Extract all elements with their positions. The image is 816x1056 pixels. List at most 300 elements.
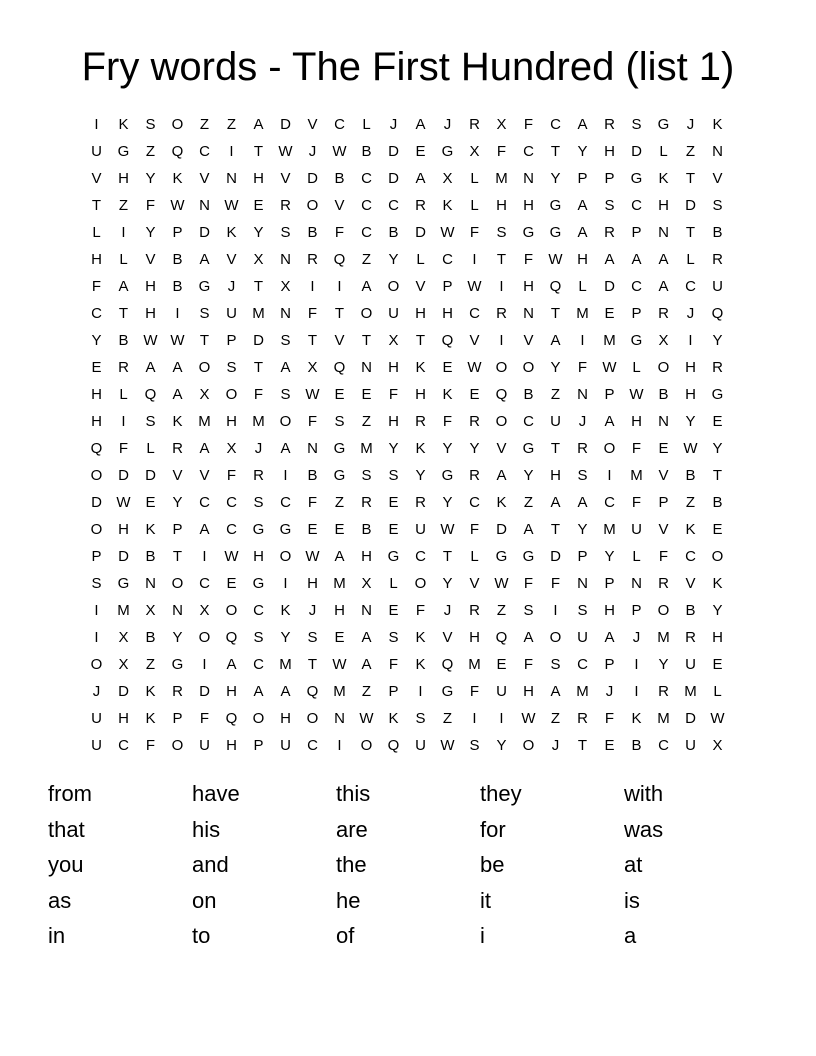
- grid-letter: T: [199, 332, 210, 349]
- grid-letter: Y: [577, 521, 588, 538]
- grid-letter: V: [415, 278, 426, 295]
- grid-letter: R: [415, 494, 426, 511]
- grid-letter: C: [604, 494, 615, 511]
- grid-letter: A: [415, 116, 426, 133]
- grid-letter: J: [308, 602, 317, 619]
- grid-letter: R: [307, 251, 318, 268]
- grid-letter: D: [118, 548, 129, 565]
- grid-letter: Z: [361, 251, 372, 268]
- grid-letter: C: [442, 251, 453, 268]
- grid-letter: Q: [495, 629, 508, 646]
- grid-letter: X: [307, 359, 318, 376]
- grid-letter: Z: [685, 494, 696, 511]
- grid-letter: Q: [441, 656, 454, 673]
- word-list-item: to: [192, 923, 211, 948]
- grid-letter: A: [523, 521, 534, 538]
- grid-letter: G: [117, 143, 130, 160]
- grid-letter: G: [522, 548, 535, 565]
- grid-letter: N: [307, 440, 318, 457]
- grid-letter: S: [145, 116, 156, 133]
- word-list-item: i: [480, 923, 485, 948]
- grid-letter: O: [495, 359, 508, 376]
- grid-letter: V: [658, 467, 669, 484]
- grid-letter: N: [631, 575, 642, 592]
- word-list-item: it: [480, 887, 491, 913]
- word-list: [48, 776, 768, 954]
- grid-letter: U: [496, 683, 507, 700]
- grid-letter: H: [226, 683, 237, 700]
- grid-letter: T: [712, 467, 723, 484]
- grid-letter: F: [469, 683, 480, 700]
- grid-letter: O: [225, 386, 238, 403]
- grid-letter: O: [90, 467, 103, 484]
- word-list-item: his: [192, 816, 221, 842]
- grid-letter: H: [469, 629, 480, 646]
- grid-letter: W: [548, 251, 563, 268]
- grid-letter: C: [685, 548, 696, 565]
- grid-letter: A: [523, 629, 534, 646]
- grid-letter: W: [332, 143, 347, 160]
- grid-letter: E: [658, 440, 669, 457]
- grid-letter: F: [658, 548, 669, 565]
- grid-letter: A: [604, 629, 615, 646]
- grid-letter: C: [199, 143, 210, 160]
- grid-letter: B: [307, 224, 318, 241]
- grid-letter: P: [631, 602, 642, 619]
- grid-letter: D: [307, 170, 318, 187]
- grid-letter: X: [388, 332, 399, 349]
- grid-letter: X: [280, 278, 291, 295]
- grid-letter: W: [278, 143, 293, 160]
- grid-letter: C: [253, 602, 264, 619]
- grid-letter: Q: [495, 386, 508, 403]
- grid-letter: A: [415, 170, 426, 187]
- grid-letter: X: [658, 332, 669, 349]
- word-list-item: from: [48, 781, 92, 806]
- grid-letter: P: [172, 521, 183, 538]
- grid-letter: M: [684, 683, 697, 700]
- grid-letter: P: [226, 332, 237, 349]
- grid-letter: R: [361, 494, 372, 511]
- grid-letter: J: [686, 116, 695, 133]
- grid-letter: G: [387, 548, 400, 565]
- grid-letter: C: [226, 494, 237, 511]
- grid-letter: Q: [387, 737, 400, 754]
- grid-letter: X: [469, 143, 480, 160]
- grid-letter: D: [685, 197, 696, 214]
- grid-letter: G: [279, 521, 292, 538]
- grid-letter: G: [252, 521, 265, 538]
- grid-letter: F: [631, 494, 642, 511]
- grid-letter: I: [337, 737, 342, 754]
- grid-letter: U: [199, 737, 210, 754]
- grid-letter: T: [253, 143, 264, 160]
- grid-letter: A: [226, 656, 237, 673]
- grid-letter: O: [306, 710, 319, 727]
- grid-letter: B: [658, 386, 669, 403]
- grid-letter: S: [145, 413, 156, 430]
- grid-letter: G: [117, 575, 130, 592]
- word-list-item: as: [48, 887, 72, 913]
- grid-letter: L: [470, 548, 479, 565]
- grid-letter: I: [121, 413, 126, 430]
- grid-letter: O: [198, 629, 211, 646]
- grid-letter: L: [659, 143, 668, 160]
- grid-letter: F: [307, 413, 318, 430]
- grid-letter: V: [469, 575, 480, 592]
- grid-letter: U: [577, 629, 588, 646]
- grid-letter: C: [523, 143, 534, 160]
- grid-letter: D: [253, 332, 264, 349]
- grid-letter: S: [523, 602, 534, 619]
- grid-letter: G: [441, 683, 454, 700]
- grid-letter: B: [145, 629, 156, 646]
- grid-letter: X: [118, 656, 129, 673]
- word-list-item: at: [624, 852, 643, 877]
- grid-letter: M: [468, 656, 481, 673]
- grid-letter: F: [118, 440, 129, 457]
- grid-letter: H: [226, 737, 237, 754]
- grid-letter: H: [253, 170, 264, 187]
- grid-letter: C: [577, 656, 588, 673]
- grid-letter: M: [333, 683, 346, 700]
- grid-letter: H: [361, 548, 372, 565]
- word-list-item: be: [480, 852, 505, 877]
- grid-letter: P: [172, 710, 183, 727]
- grid-letter: I: [229, 143, 234, 160]
- grid-letter: S: [604, 197, 615, 214]
- grid-letter: N: [280, 305, 291, 322]
- grid-letter: G: [711, 386, 724, 403]
- grid-letter: T: [496, 251, 507, 268]
- grid-letter: B: [307, 467, 318, 484]
- grid-letter: Y: [712, 440, 723, 457]
- grid-letter: K: [712, 116, 723, 133]
- grid-letter: O: [360, 305, 373, 322]
- grid-letter: O: [522, 737, 535, 754]
- grid-letter: F: [307, 494, 318, 511]
- grid-letter: C: [361, 224, 372, 241]
- grid-letter: A: [199, 521, 210, 538]
- grid-letter: F: [496, 143, 507, 160]
- grid-letter: F: [523, 116, 534, 133]
- grid-letter: C: [361, 197, 372, 214]
- grid-letter: T: [307, 332, 318, 349]
- grid-letter: M: [252, 305, 265, 322]
- grid-letter: I: [94, 602, 99, 619]
- grid-letter: I: [634, 656, 639, 673]
- grid-letter: A: [118, 278, 129, 295]
- grid-letter: W: [143, 332, 158, 349]
- grid-letter: M: [495, 170, 508, 187]
- word-list-item: on: [192, 887, 217, 913]
- grid-letter: C: [118, 737, 129, 754]
- grid-letter: E: [145, 494, 156, 511]
- grid-letter: S: [253, 629, 264, 646]
- grid-letter: A: [199, 251, 210, 268]
- grid-letter: D: [496, 521, 507, 538]
- grid-letter: B: [631, 737, 642, 754]
- grid-letter: A: [550, 683, 561, 700]
- grid-letter: S: [280, 332, 291, 349]
- grid-letter: Q: [90, 440, 103, 457]
- grid-letter: W: [467, 359, 482, 376]
- grid-letter: Y: [550, 170, 561, 187]
- grid-letter: F: [469, 521, 480, 538]
- word-list-item: a: [624, 923, 637, 948]
- grid-letter: K: [712, 575, 723, 592]
- grid-letter: Z: [226, 116, 237, 133]
- grid-letter: S: [388, 467, 399, 484]
- grid-letter: N: [361, 602, 372, 619]
- grid-letter: J: [227, 278, 236, 295]
- grid-letter: D: [145, 467, 156, 484]
- grid-letter: M: [576, 683, 589, 700]
- grid-letter: X: [199, 386, 210, 403]
- grid-letter: V: [712, 170, 723, 187]
- grid-letter: Y: [712, 602, 723, 619]
- grid-letter: Z: [145, 656, 156, 673]
- grid-letter: O: [360, 737, 373, 754]
- grid-letter: S: [388, 629, 399, 646]
- grid-letter: L: [119, 386, 128, 403]
- grid-letter: T: [361, 332, 372, 349]
- grid-letter: C: [631, 197, 642, 214]
- grid-letter: J: [578, 413, 587, 430]
- grid-letter: Y: [442, 575, 453, 592]
- grid-letter: F: [145, 737, 156, 754]
- word-list-item: with: [624, 781, 664, 806]
- grid-letter: R: [712, 251, 723, 268]
- grid-letter: V: [658, 521, 669, 538]
- grid-letter: E: [91, 359, 102, 376]
- grid-letter: X: [442, 170, 453, 187]
- grid-letter: J: [443, 602, 452, 619]
- grid-letter: G: [657, 116, 670, 133]
- grid-letter: W: [305, 548, 320, 565]
- grid-letter: L: [146, 440, 155, 457]
- grid-letter: S: [226, 359, 237, 376]
- grid-letter: T: [577, 737, 588, 754]
- grid-letter: Y: [145, 224, 156, 241]
- grid-letter: T: [253, 359, 264, 376]
- grid-letter: A: [361, 629, 372, 646]
- grid-letter: R: [577, 440, 588, 457]
- grid-letter: T: [118, 305, 129, 322]
- grid-letter: W: [467, 278, 482, 295]
- grid-letter: Y: [415, 467, 426, 484]
- grid-letter: H: [712, 629, 723, 646]
- grid-letter: H: [442, 305, 453, 322]
- grid-letter: H: [91, 386, 102, 403]
- grid-letter: J: [92, 683, 101, 700]
- grid-letter: O: [171, 737, 184, 754]
- grid-letter: R: [172, 683, 183, 700]
- grid-letter: J: [443, 116, 452, 133]
- grid-letter: G: [333, 440, 346, 457]
- grid-letter: C: [469, 305, 480, 322]
- grid-letter: Y: [442, 440, 453, 457]
- grid-letter: A: [604, 413, 615, 430]
- grid-letter: R: [658, 305, 669, 322]
- grid-letter: X: [712, 737, 723, 754]
- grid-letter: C: [280, 494, 291, 511]
- grid-letter: K: [658, 170, 669, 187]
- grid-letter: R: [415, 413, 426, 430]
- grid-letter: O: [279, 413, 292, 430]
- grid-letter: Y: [442, 494, 453, 511]
- grid-letter: V: [469, 332, 480, 349]
- grid-letter: N: [226, 170, 237, 187]
- grid-letter: P: [604, 656, 615, 673]
- grid-letter: S: [712, 197, 723, 214]
- grid-letter: S: [550, 656, 561, 673]
- grid-letter: I: [283, 575, 288, 592]
- grid-letter: V: [685, 575, 696, 592]
- grid-letter: O: [657, 602, 670, 619]
- grid-letter: D: [550, 548, 561, 565]
- grid-letter: Y: [577, 143, 588, 160]
- grid-letter: L: [416, 251, 425, 268]
- grid-letter: Z: [118, 197, 129, 214]
- grid-letter: C: [307, 737, 318, 754]
- grid-letter: T: [685, 170, 696, 187]
- grid-letter: V: [199, 170, 210, 187]
- grid-letter: Q: [306, 683, 319, 700]
- grid-letter: G: [252, 575, 265, 592]
- grid-letter: O: [387, 278, 400, 295]
- grid-letter: E: [712, 413, 723, 430]
- grid-letter: B: [712, 224, 723, 241]
- grid-letter: B: [361, 521, 372, 538]
- grid-letter: A: [577, 197, 588, 214]
- grid-letter: R: [577, 710, 588, 727]
- grid-letter: T: [91, 197, 102, 214]
- grid-letter: C: [199, 494, 210, 511]
- grid-letter: D: [118, 683, 129, 700]
- grid-letter: H: [577, 251, 588, 268]
- grid-letter: L: [578, 278, 587, 295]
- grid-letter: H: [604, 602, 615, 619]
- grid-letter: C: [388, 197, 399, 214]
- grid-letter: W: [683, 440, 698, 457]
- grid-letter: F: [523, 575, 534, 592]
- word-list-item: in: [48, 923, 66, 948]
- grid-letter: U: [91, 143, 102, 160]
- grid-letter: S: [469, 737, 480, 754]
- grid-letter: S: [307, 629, 318, 646]
- grid-letter: I: [337, 278, 342, 295]
- grid-letter: W: [170, 332, 185, 349]
- grid-letter: K: [226, 224, 237, 241]
- grid-letter: H: [685, 359, 696, 376]
- grid-letter: C: [469, 494, 480, 511]
- word-list-item: you: [48, 852, 84, 877]
- grid-letter: B: [118, 332, 129, 349]
- grid-letter: G: [522, 224, 535, 241]
- grid-letter: B: [685, 602, 696, 619]
- grid-letter: A: [172, 386, 183, 403]
- grid-letter: R: [280, 197, 291, 214]
- grid-letter: H: [118, 521, 129, 538]
- grid-letter: B: [523, 386, 534, 403]
- grid-letter: G: [549, 197, 562, 214]
- grid-letter: Z: [361, 683, 372, 700]
- grid-letter: A: [631, 251, 642, 268]
- grid-letter: F: [523, 251, 534, 268]
- grid-letter: K: [172, 170, 183, 187]
- grid-letter: I: [634, 683, 639, 700]
- grid-letter: H: [145, 305, 156, 322]
- grid-letter: D: [388, 143, 399, 160]
- grid-letter: Z: [685, 143, 696, 160]
- grid-letter: U: [226, 305, 237, 322]
- grid-letter: P: [631, 305, 642, 322]
- grid-letter: P: [172, 224, 183, 241]
- grid-letter: J: [551, 737, 560, 754]
- grid-letter: Z: [550, 710, 561, 727]
- grid-letter: M: [333, 575, 346, 592]
- grid-letter: Y: [523, 467, 534, 484]
- grid-letter: I: [202, 548, 207, 565]
- grid-letter: F: [334, 224, 345, 241]
- grid-letter: O: [171, 575, 184, 592]
- grid-letter: H: [415, 305, 426, 322]
- grid-letter: N: [577, 575, 588, 592]
- grid-letter: E: [334, 629, 345, 646]
- grid-letter: V: [307, 116, 318, 133]
- grid-letter: W: [440, 224, 455, 241]
- grid-letter: X: [199, 602, 210, 619]
- word-list-item: the: [336, 852, 367, 877]
- grid-letter: B: [361, 143, 372, 160]
- grid-letter: A: [550, 494, 561, 511]
- grid-letter: M: [117, 602, 130, 619]
- grid-letter: H: [307, 575, 318, 592]
- grid-letter: F: [604, 710, 615, 727]
- grid-letter: Y: [253, 224, 264, 241]
- grid-letter: Y: [712, 332, 723, 349]
- grid-letter: F: [307, 305, 318, 322]
- grid-letter: E: [388, 602, 399, 619]
- grid-letter: F: [550, 575, 561, 592]
- grid-letter: N: [334, 710, 345, 727]
- grid-letter: H: [388, 359, 399, 376]
- grid-letter: O: [279, 548, 292, 565]
- grid-letter: G: [630, 170, 643, 187]
- grid-letter: A: [361, 656, 372, 673]
- grid-letter: I: [580, 332, 585, 349]
- grid-letter: S: [280, 224, 291, 241]
- grid-letter: Y: [658, 656, 669, 673]
- grid-letter: O: [711, 548, 724, 565]
- grid-letter: M: [252, 413, 265, 430]
- grid-letter: H: [388, 413, 399, 430]
- grid-letter: E: [307, 521, 318, 538]
- grid-letter: Y: [496, 737, 507, 754]
- grid-letter: X: [253, 251, 264, 268]
- grid-letter: V: [334, 332, 345, 349]
- grid-letter: O: [90, 521, 103, 538]
- grid-letter: L: [389, 575, 398, 592]
- word-list-item: he: [336, 887, 361, 913]
- grid-letter: F: [199, 710, 210, 727]
- grid-letter: A: [577, 494, 588, 511]
- grid-letter: Z: [523, 494, 534, 511]
- grid-letter: F: [442, 413, 453, 430]
- grid-letter: E: [361, 386, 372, 403]
- grid-letter: A: [658, 278, 669, 295]
